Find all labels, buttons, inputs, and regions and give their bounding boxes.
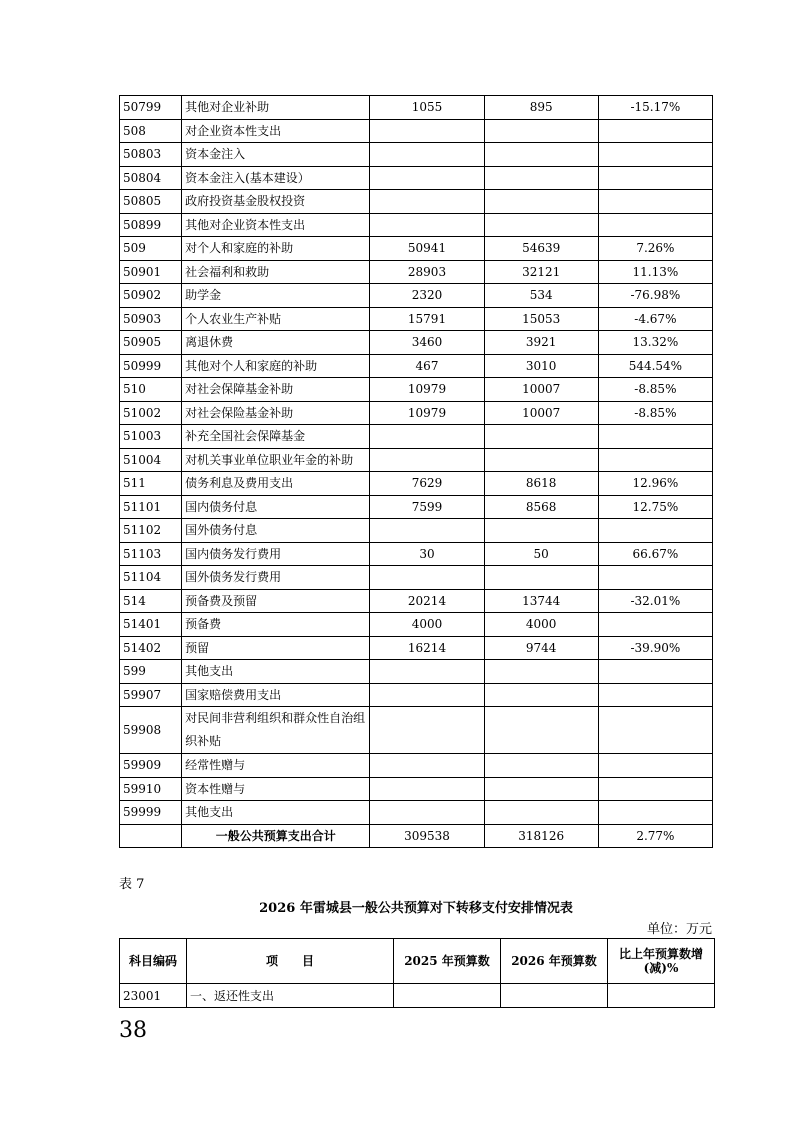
cell-change: -32.01% — [598, 589, 712, 613]
cell-item: 对社会保险基金补助 — [182, 401, 370, 425]
cell-item: 对机关事业单位职业年金的补助 — [182, 448, 370, 472]
cell-2026: 10007 — [484, 401, 598, 425]
header-change: 比上年预算数增(减)% — [608, 939, 715, 984]
table-row — [120, 425, 713, 449]
table-row — [120, 589, 713, 613]
cell-2026: 15053 — [484, 307, 598, 331]
cell-2025: 10979 — [370, 401, 484, 425]
cell-2025: 3460 — [370, 331, 484, 355]
table-row — [120, 519, 713, 543]
cell-2025 — [370, 801, 484, 825]
cell-2026: 50 — [484, 542, 598, 566]
cell-2025: 16214 — [370, 636, 484, 660]
cell-item: 国内债务发行费用 — [182, 542, 370, 566]
cell-change — [598, 519, 712, 543]
cell-code — [120, 824, 182, 848]
cell-2026 — [484, 519, 598, 543]
cell-2026 — [484, 425, 598, 449]
cell-change — [598, 213, 712, 237]
cell-item: 一般公共预算支出合计 — [182, 824, 370, 848]
cell-2025: 30 — [370, 542, 484, 566]
cell-2025: 50941 — [370, 237, 484, 261]
cell-change — [598, 683, 712, 707]
cell-2025 — [370, 166, 484, 190]
table-row — [120, 448, 713, 472]
cell-2026 — [484, 143, 598, 167]
cell-change — [598, 707, 712, 754]
header-item: 项 目 — [187, 939, 394, 984]
cell-2026 — [484, 683, 598, 707]
cell-2025: 467 — [370, 354, 484, 378]
cell-2026 — [484, 707, 598, 754]
cell-2026 — [484, 801, 598, 825]
cell-2025 — [370, 683, 484, 707]
cell-2025 — [370, 119, 484, 143]
cell-2026: 54639 — [484, 237, 598, 261]
cell-2026: 3921 — [484, 331, 598, 355]
table-row — [120, 542, 713, 566]
table-row — [120, 984, 715, 1008]
table-row — [120, 754, 713, 778]
cell-code: 50905 — [120, 331, 182, 355]
cell-item: 对个人和家庭的补助 — [182, 237, 370, 261]
cell-2025 — [394, 984, 501, 1008]
cell-2025 — [370, 519, 484, 543]
cell-item: 补充全国社会保障基金 — [182, 425, 370, 449]
table-row — [120, 401, 713, 425]
cell-change — [598, 448, 712, 472]
cell-item: 对民间非营利组织和群众性自治组织补贴 — [182, 707, 370, 754]
cell-2025: 10979 — [370, 378, 484, 402]
cell-2026 — [484, 777, 598, 801]
cell-code: 51401 — [120, 613, 182, 637]
cell-code: 51101 — [120, 495, 182, 519]
cell-2026 — [484, 448, 598, 472]
cell-2025 — [370, 143, 484, 167]
table-row — [120, 707, 713, 754]
cell-code: 51402 — [120, 636, 182, 660]
cell-change: 2.77% — [598, 824, 712, 848]
cell-item: 其他支出 — [182, 801, 370, 825]
cell-change — [598, 660, 712, 684]
transfer-payment-table — [119, 938, 715, 1008]
cell-2025: 20214 — [370, 589, 484, 613]
cell-2026: 534 — [484, 284, 598, 308]
budget-expenditure-table — [119, 95, 713, 848]
cell-change — [598, 613, 712, 637]
cell-item: 预备费 — [182, 613, 370, 637]
cell-item: 国内债务付息 — [182, 495, 370, 519]
cell-2025: 4000 — [370, 613, 484, 637]
table-row — [120, 143, 713, 167]
unit-label: 单位：万元 — [646, 922, 712, 937]
cell-2026 — [484, 213, 598, 237]
cell-item: 政府投资基金股权投资 — [182, 190, 370, 214]
cell-code: 50805 — [120, 190, 182, 214]
cell-item: 对社会保障基金补助 — [182, 378, 370, 402]
cell-code: 59907 — [120, 683, 182, 707]
cell-2025 — [370, 754, 484, 778]
cell-code: 50799 — [120, 96, 182, 120]
cell-2025: 15791 — [370, 307, 484, 331]
cell-2025: 7629 — [370, 472, 484, 496]
cell-code: 59908 — [120, 707, 182, 754]
cell-2025: 309538 — [370, 824, 484, 848]
cell-2026: 10007 — [484, 378, 598, 402]
cell-2025: 28903 — [370, 260, 484, 284]
cell-code: 51003 — [120, 425, 182, 449]
cell-2026: 32121 — [484, 260, 598, 284]
table-row — [120, 613, 713, 637]
cell-item: 国家赔偿费用支出 — [182, 683, 370, 707]
table-row — [120, 660, 713, 684]
cell-2026 — [484, 190, 598, 214]
cell-item: 预备费及预留 — [182, 589, 370, 613]
table-number-label: 表 7 — [119, 877, 145, 892]
cell-change: -8.85% — [598, 378, 712, 402]
cell-code: 509 — [120, 237, 182, 261]
cell-2026: 318126 — [484, 824, 598, 848]
cell-code: 50999 — [120, 354, 182, 378]
table-row — [120, 119, 713, 143]
table-row — [120, 307, 713, 331]
cell-code: 510 — [120, 378, 182, 402]
cell-2025: 1055 — [370, 96, 484, 120]
page-number: 38 — [119, 1018, 147, 1043]
cell-code: 51103 — [120, 542, 182, 566]
cell-item: 国外债务付息 — [182, 519, 370, 543]
table-row — [120, 354, 713, 378]
cell-2026: 3010 — [484, 354, 598, 378]
cell-2025 — [370, 448, 484, 472]
cell-item: 社会福利和救助 — [182, 260, 370, 284]
cell-change: -76.98% — [598, 284, 712, 308]
cell-code: 50903 — [120, 307, 182, 331]
table-row — [120, 801, 713, 825]
table-row — [120, 495, 713, 519]
table-row — [120, 96, 713, 120]
table-row — [120, 683, 713, 707]
header-2026: 2026 年预算数 — [501, 939, 608, 984]
cell-change — [598, 777, 712, 801]
table-row — [120, 237, 713, 261]
cell-item: 国外债务发行费用 — [182, 566, 370, 590]
header-code: 科目编码 — [120, 939, 187, 984]
cell-2026 — [484, 566, 598, 590]
cell-item: 资本性赠与 — [182, 777, 370, 801]
table-row — [120, 166, 713, 190]
cell-2026 — [484, 166, 598, 190]
cell-change — [598, 425, 712, 449]
cell-item: 其他支出 — [182, 660, 370, 684]
cell-change — [598, 119, 712, 143]
cell-2025 — [370, 777, 484, 801]
cell-item: 资本金注入(基本建设） — [182, 166, 370, 190]
cell-2025 — [370, 707, 484, 754]
table-row — [120, 284, 713, 308]
cell-item: 对企业资本性支出 — [182, 119, 370, 143]
table-row — [120, 378, 713, 402]
cell-item: 资本金注入 — [182, 143, 370, 167]
cell-code: 50902 — [120, 284, 182, 308]
table-row — [120, 566, 713, 590]
cell-code: 23001 — [120, 984, 187, 1008]
cell-change: 7.26% — [598, 237, 712, 261]
cell-change: 11.13% — [598, 260, 712, 284]
cell-2025 — [370, 425, 484, 449]
cell-code: 59999 — [120, 801, 182, 825]
cell-2026: 13744 — [484, 589, 598, 613]
table-row — [120, 190, 713, 214]
cell-item: 离退休费 — [182, 331, 370, 355]
total-row — [120, 824, 713, 848]
cell-item: 预留 — [182, 636, 370, 660]
cell-2025: 7599 — [370, 495, 484, 519]
cell-2025 — [370, 190, 484, 214]
cell-code: 59909 — [120, 754, 182, 778]
cell-code: 59910 — [120, 777, 182, 801]
cell-change — [598, 166, 712, 190]
cell-change: 66.67% — [598, 542, 712, 566]
cell-code: 514 — [120, 589, 182, 613]
cell-code: 50804 — [120, 166, 182, 190]
cell-2025: 2320 — [370, 284, 484, 308]
cell-code: 51004 — [120, 448, 182, 472]
table-row — [120, 260, 713, 284]
table-row — [120, 213, 713, 237]
table-row — [120, 331, 713, 355]
cell-item: 一、返还性支出 — [187, 984, 394, 1008]
cell-2026: 8618 — [484, 472, 598, 496]
cell-change — [598, 190, 712, 214]
cell-change — [608, 984, 715, 1008]
cell-code: 51102 — [120, 519, 182, 543]
cell-2026: 9744 — [484, 636, 598, 660]
cell-item: 其他对企业补助 — [182, 96, 370, 120]
cell-change: 13.32% — [598, 331, 712, 355]
table-title: 2026 年雷城县一般公共预算对下转移支付安排情况表 — [259, 901, 573, 916]
table-row — [120, 777, 713, 801]
cell-2026: 4000 — [484, 613, 598, 637]
cell-code: 50803 — [120, 143, 182, 167]
cell-item: 助学金 — [182, 284, 370, 308]
cell-item: 经常性赠与 — [182, 754, 370, 778]
cell-change: 12.96% — [598, 472, 712, 496]
cell-item: 其他对个人和家庭的补助 — [182, 354, 370, 378]
cell-change: -8.85% — [598, 401, 712, 425]
cell-2025 — [370, 566, 484, 590]
cell-change — [598, 754, 712, 778]
cell-code: 50899 — [120, 213, 182, 237]
cell-code: 51002 — [120, 401, 182, 425]
cell-2025 — [370, 660, 484, 684]
cell-change: -15.17% — [598, 96, 712, 120]
cell-2026: 8568 — [484, 495, 598, 519]
cell-change: -39.90% — [598, 636, 712, 660]
cell-change: 544.54% — [598, 354, 712, 378]
table-row — [120, 472, 713, 496]
cell-code: 508 — [120, 119, 182, 143]
cell-2026 — [501, 984, 608, 1008]
cell-2026: 895 — [484, 96, 598, 120]
cell-code: 50901 — [120, 260, 182, 284]
cell-change — [598, 143, 712, 167]
cell-2026 — [484, 660, 598, 684]
cell-2026 — [484, 754, 598, 778]
cell-change — [598, 801, 712, 825]
cell-code: 511 — [120, 472, 182, 496]
cell-change: 12.75% — [598, 495, 712, 519]
cell-2026 — [484, 119, 598, 143]
cell-item: 个人农业生产补贴 — [182, 307, 370, 331]
table-row — [120, 636, 713, 660]
cell-item: 其他对企业资本性支出 — [182, 213, 370, 237]
table-header-row — [120, 939, 715, 984]
cell-change — [598, 566, 712, 590]
cell-code: 599 — [120, 660, 182, 684]
cell-item: 债务利息及费用支出 — [182, 472, 370, 496]
cell-2025 — [370, 213, 484, 237]
cell-code: 51104 — [120, 566, 182, 590]
header-2025: 2025 年预算数 — [394, 939, 501, 984]
cell-change: -4.67% — [598, 307, 712, 331]
